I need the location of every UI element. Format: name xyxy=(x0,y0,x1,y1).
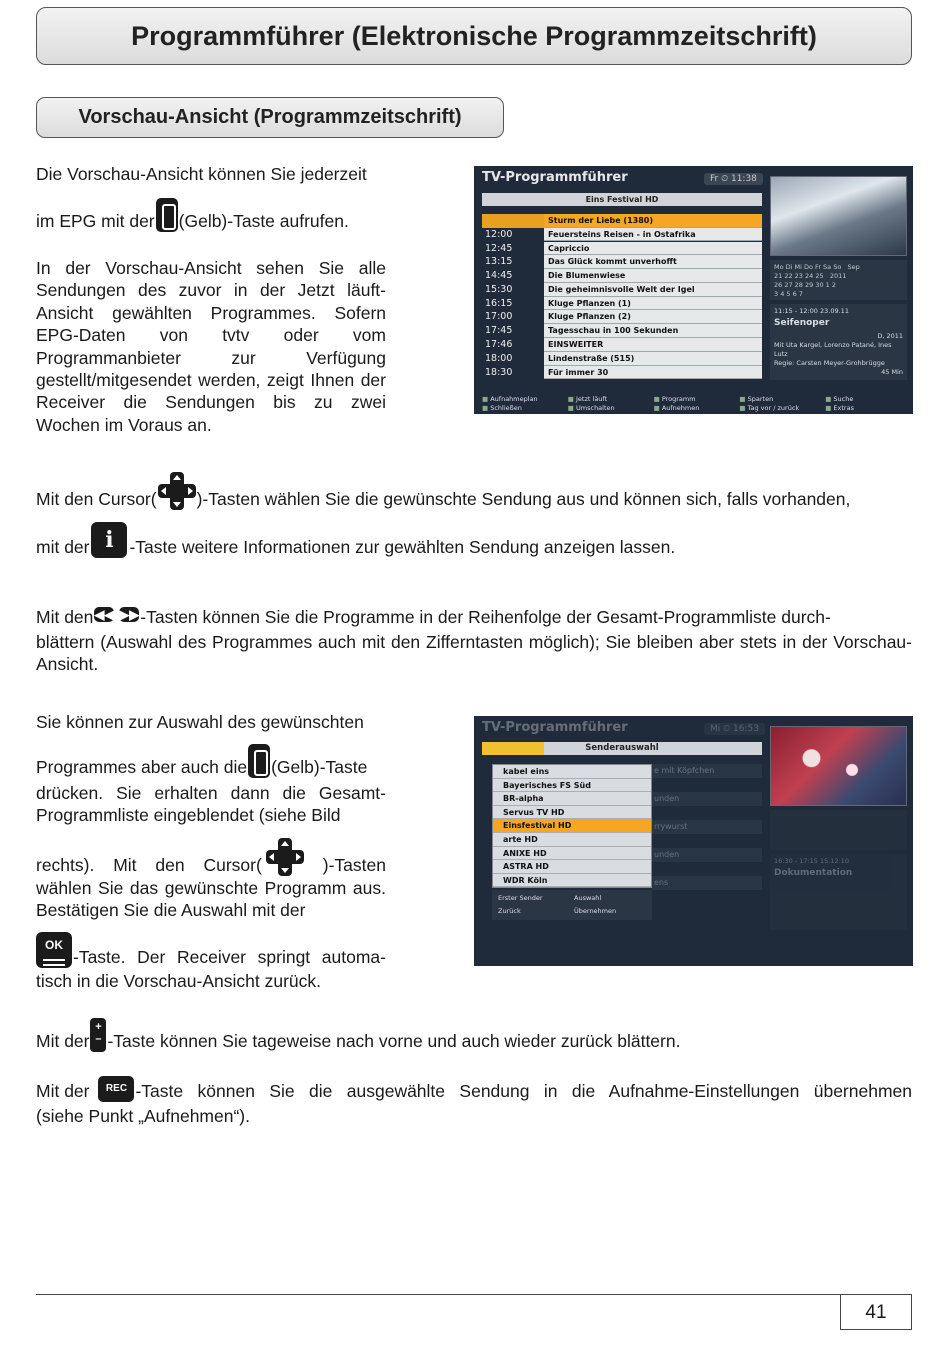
para5-line4-pre: rechts). Mit den Cursor( xyxy=(36,855,262,875)
para7-pre: Mit der xyxy=(36,1081,90,1101)
tv1-footer-item: ■ Sparten xyxy=(739,395,821,403)
para3-line2 xyxy=(36,522,675,558)
rewind-key-icon: ◀◀ xyxy=(94,607,115,622)
tv2-calendar xyxy=(770,810,907,850)
tv1-program-name: Capriccio xyxy=(544,242,762,256)
tv1-program-time: 12:45 xyxy=(485,242,513,254)
para3-line2-post: -Taste weitere Informationen zur gewählten Sendung anzeigen lassen. xyxy=(129,537,676,557)
tv2-channel-item[interactable]: ANIXE HD xyxy=(493,847,651,861)
tv2-background-list xyxy=(652,764,762,904)
plus-label: + xyxy=(95,1021,102,1033)
cursor-keys-icon xyxy=(158,472,196,510)
tv2-clock: Mi ⏲ 16:53 xyxy=(704,723,765,735)
plus-minus-key-icon xyxy=(90,1018,106,1052)
para5-line7: tisch in die Vorschau-Ansicht zurück. xyxy=(36,971,321,991)
tv1-program-time: 17:00 xyxy=(485,311,513,323)
tv2-popup-footer-item: Erster Sender xyxy=(498,894,543,902)
tv1-program-row[interactable] xyxy=(482,214,762,228)
tv1-program-list xyxy=(482,214,762,379)
tv2-background-row: e mit Köpfchen xyxy=(652,764,762,778)
para5-line2-pre: Programmes aber auch die xyxy=(36,757,248,777)
tv1-info-panel xyxy=(770,304,907,380)
tv1-preview-image xyxy=(770,176,907,256)
tv2-channel-item[interactable]: Servus TV HD xyxy=(493,806,651,820)
tv2-preview-image xyxy=(770,726,907,806)
tv1-program-row[interactable] xyxy=(482,228,762,242)
cursor-keys-icon xyxy=(266,838,304,876)
tv2-channel-item[interactable]: Bayerisches FS Süd xyxy=(493,779,651,793)
tv1-footer-item: ■ Programm xyxy=(654,395,736,403)
tv2-sender-bar xyxy=(482,742,762,755)
tv1-program-time: 13:15 xyxy=(485,256,513,268)
minus-label: – xyxy=(95,1033,102,1045)
tv1-info-title: Seifenoper xyxy=(774,318,830,328)
tv1-program-name: Die geheimnisvolle Welt der Igel xyxy=(544,283,762,297)
tv1-program-name: Sturm der Liebe (1380) xyxy=(544,214,762,228)
ok-key-label: OK xyxy=(45,938,63,952)
section-title: Vorschau-Ansicht (Programmzeitschrift) xyxy=(36,97,504,138)
para4-line1 xyxy=(36,601,831,628)
tv1-channel-bar: Eins Festival HD xyxy=(482,193,762,206)
tv1-program-time: 18:30 xyxy=(485,366,513,378)
tv1-calendar: Mo Di Mi Do Fr Sa So Sep 21 22 23 24 25 2011 26 27 28 29 30 1 2 3 4 5 6 7 xyxy=(770,260,907,300)
para7-post: -Taste können Sie die ausgewählte Sendung in die Aufnahme-Einstellungen übernehmen xyxy=(135,1081,912,1101)
para5-line4-post: )-Tasten xyxy=(322,855,386,875)
tv1-program-name: Für immer 30 xyxy=(544,366,762,380)
tv2-info-title: Dokumentation xyxy=(774,868,853,878)
tv1-program-name: EINSWEITER xyxy=(544,338,762,352)
tv1-footer-item: ■ Extras xyxy=(825,404,907,412)
tv1-program-name: Lindenstraße (515) xyxy=(544,352,762,366)
tv2-channel-item[interactable]: arte HD xyxy=(493,833,651,847)
para5-line2-post: (Gelb)-Taste xyxy=(271,757,368,777)
page-number: 41 xyxy=(840,1294,912,1330)
ok-key-icon xyxy=(36,932,72,968)
tv1-program-time: 12:00 xyxy=(485,228,513,240)
tv1-info-meta: D, 2011 xyxy=(877,332,903,340)
para3-line1-post: )-Tasten wählen Sie die gewünschte Sendung aus und können sich, falls vorhanden, xyxy=(196,489,851,509)
tv2-channel-list xyxy=(492,764,652,888)
tv1-program-row[interactable] xyxy=(482,310,762,324)
tv1-footer-item: ■ Tag vor / zurück xyxy=(739,404,821,412)
tv2-channel-item[interactable]: ASTRA HD xyxy=(493,860,651,874)
para3-line2-pre: mit der xyxy=(36,537,90,557)
para3-line1 xyxy=(36,472,850,510)
tv1-footer-item: ■ Schließen xyxy=(482,404,564,412)
tv1-footer-legend xyxy=(482,395,907,412)
tv2-popup-footer-item: Auswahl xyxy=(574,894,602,902)
tv2-sender-title: Senderauswahl xyxy=(585,743,659,753)
tv2-popup-footer-item: Zurück xyxy=(498,907,521,915)
tv2-background-row: rrywurst xyxy=(652,820,762,834)
page-title: Programmführer (Elektronische Programmzeitschrift) xyxy=(36,7,912,65)
para7-line1 xyxy=(36,1076,912,1102)
tv2-channel-item[interactable]: Einsfestival HD xyxy=(493,819,651,833)
channel-selection-screenshot xyxy=(474,716,913,966)
tv2-background-row: unden xyxy=(652,792,762,806)
tv1-clock: Fr ⏲ 11:38 xyxy=(704,173,763,185)
tv1-program-time: 15:30 xyxy=(485,283,513,295)
tv2-channel-item[interactable]: BR-alpha xyxy=(493,792,651,806)
tv1-program-row[interactable] xyxy=(482,283,762,297)
tv2-popup-footer xyxy=(492,890,652,920)
para6-post: -Taste können Sie tageweise nach vorne und auch wieder zurück blättern. xyxy=(107,1031,681,1051)
para5-line5: wählen Sie das gewünschte Programm aus. Bestätigen Sie die Auswahl mit der xyxy=(36,878,386,921)
para1-line2 xyxy=(36,198,349,232)
tv1-program-time: 16:15 xyxy=(485,297,513,309)
tv1-footer-item: ■ Aufnehmen xyxy=(654,404,736,412)
tv2-info-time: 16:30 - 17:15 15.12.10 xyxy=(774,857,849,865)
tv1-program-row[interactable] xyxy=(482,352,762,366)
rec-key-icon: REC xyxy=(98,1076,134,1102)
para5-line2 xyxy=(36,744,367,778)
para1-line2-post: (Gelb)-Taste aufrufen. xyxy=(178,211,349,231)
tv1-header: TV-Programmführer xyxy=(482,170,628,185)
para4-rest: blättern (Auswahl des Programmes auch mit den Zifferntasten möglich); Sie bleiben aber stets in der Vorschau-Ansicht. xyxy=(36,632,912,675)
para5-line6-post: -Taste. Der Receiver springt automa- xyxy=(73,947,386,967)
para1-line1: Die Vorschau-Ansicht können Sie jederzeit xyxy=(36,164,367,184)
tv1-footer-item: ■ Aufnahmeplan xyxy=(482,395,564,403)
tv2-info-panel xyxy=(770,854,907,930)
tv1-program-row[interactable] xyxy=(482,255,762,269)
tv1-program-time xyxy=(482,214,544,228)
tv1-footer-item: ■ Jetzt läuft xyxy=(568,395,650,403)
tv1-program-name: Tagesschau in 100 Sekunden xyxy=(544,324,762,338)
tv1-program-row[interactable] xyxy=(482,338,762,352)
tv1-program-name: Die Blumenwiese xyxy=(544,269,762,283)
tv1-program-time: 14:45 xyxy=(485,270,513,282)
yellow-key-icon xyxy=(156,198,178,232)
tv2-header: TV-Programmführer xyxy=(482,720,628,735)
para6 xyxy=(36,1018,680,1052)
tv1-program-row[interactable] xyxy=(482,366,762,380)
tv1-info-time: 11:15 - 12:00 23.09.11 xyxy=(774,307,849,315)
tv2-channel-item[interactable]: kabel eins xyxy=(493,765,651,779)
tv1-program-time: 18:00 xyxy=(485,352,513,364)
tv1-info-length: 45 Min xyxy=(881,368,903,376)
tv1-info-cast: Mit Uta Kargel, Lorenzo Patané, Ines Lutz xyxy=(774,341,892,358)
tv1-program-time: 17:46 xyxy=(485,339,513,351)
para5-line4 xyxy=(36,838,386,876)
rewind-forward-keys-icon xyxy=(94,601,139,628)
info-key-icon: i xyxy=(91,522,127,558)
tv2-background-row: ens xyxy=(652,876,762,890)
tv1-program-name: Kluge Pflanzen (2) xyxy=(544,310,762,324)
tv1-program-row[interactable] xyxy=(482,269,762,283)
para5-line6 xyxy=(36,932,386,968)
tv1-footer-item: ■ Umschalten xyxy=(568,404,650,412)
forward-key-icon: ▶▶ xyxy=(119,607,140,622)
epg-preview-screenshot xyxy=(474,166,913,414)
tv2-channel-item[interactable]: WDR Köln xyxy=(493,874,651,888)
para3-line1-pre: Mit den Cursor( xyxy=(36,489,157,509)
tv2-background-row: unden xyxy=(652,848,762,862)
tv1-program-row[interactable] xyxy=(482,297,762,311)
tv1-program-name: Feuersteins Reisen - in Ostafrika xyxy=(544,228,762,242)
tv1-program-name: Das Glück kommt unverhofft xyxy=(544,255,762,269)
para1-line2-pre: im EPG mit der xyxy=(36,211,155,231)
tv1-footer-item: ■ Suche xyxy=(825,395,907,403)
para5-line3: drücken. Sie erhalten dann die Gesamt-Programmliste eingeblendet (siehe Bild xyxy=(36,783,386,826)
tv1-program-name: Kluge Pflanzen (1) xyxy=(544,297,762,311)
para7-line2: (siehe Punkt „Aufnehmen“). xyxy=(36,1106,250,1126)
tv1-program-row[interactable] xyxy=(482,324,762,338)
tv1-program-time: 17:45 xyxy=(485,325,513,337)
tv2-popup-footer-item: Übernehmen xyxy=(574,907,617,915)
para4-line1-pre: Mit den xyxy=(36,607,94,627)
yellow-key-icon xyxy=(248,744,270,778)
para5-line1: Sie können zur Auswahl des gewünschten xyxy=(36,712,364,732)
tv1-program-row[interactable] xyxy=(482,242,762,256)
para6-pre: Mit der xyxy=(36,1031,90,1051)
footer-divider xyxy=(36,1294,912,1295)
para2: In der Vorschau-Ansicht sehen Sie alle Sendungen des zuvor in der Jetzt läuft-Ansicht gewählten Programmes. Sofern EPG-Daten von tvtv oder vom Programmanbieter zur Verfügung gestellt/mitgesendet werden, zeigt Ihnen der Receiver die Sendungen bis zu zwei Wochen im Voraus an. xyxy=(36,258,386,435)
tv1-info-director: Regie: Carsten Meyer-Grohbrügge xyxy=(774,359,885,367)
para4-line1-post: -Tasten können Sie die Programme in der Reihenfolge der Gesamt-Programmliste durch- xyxy=(140,607,831,627)
